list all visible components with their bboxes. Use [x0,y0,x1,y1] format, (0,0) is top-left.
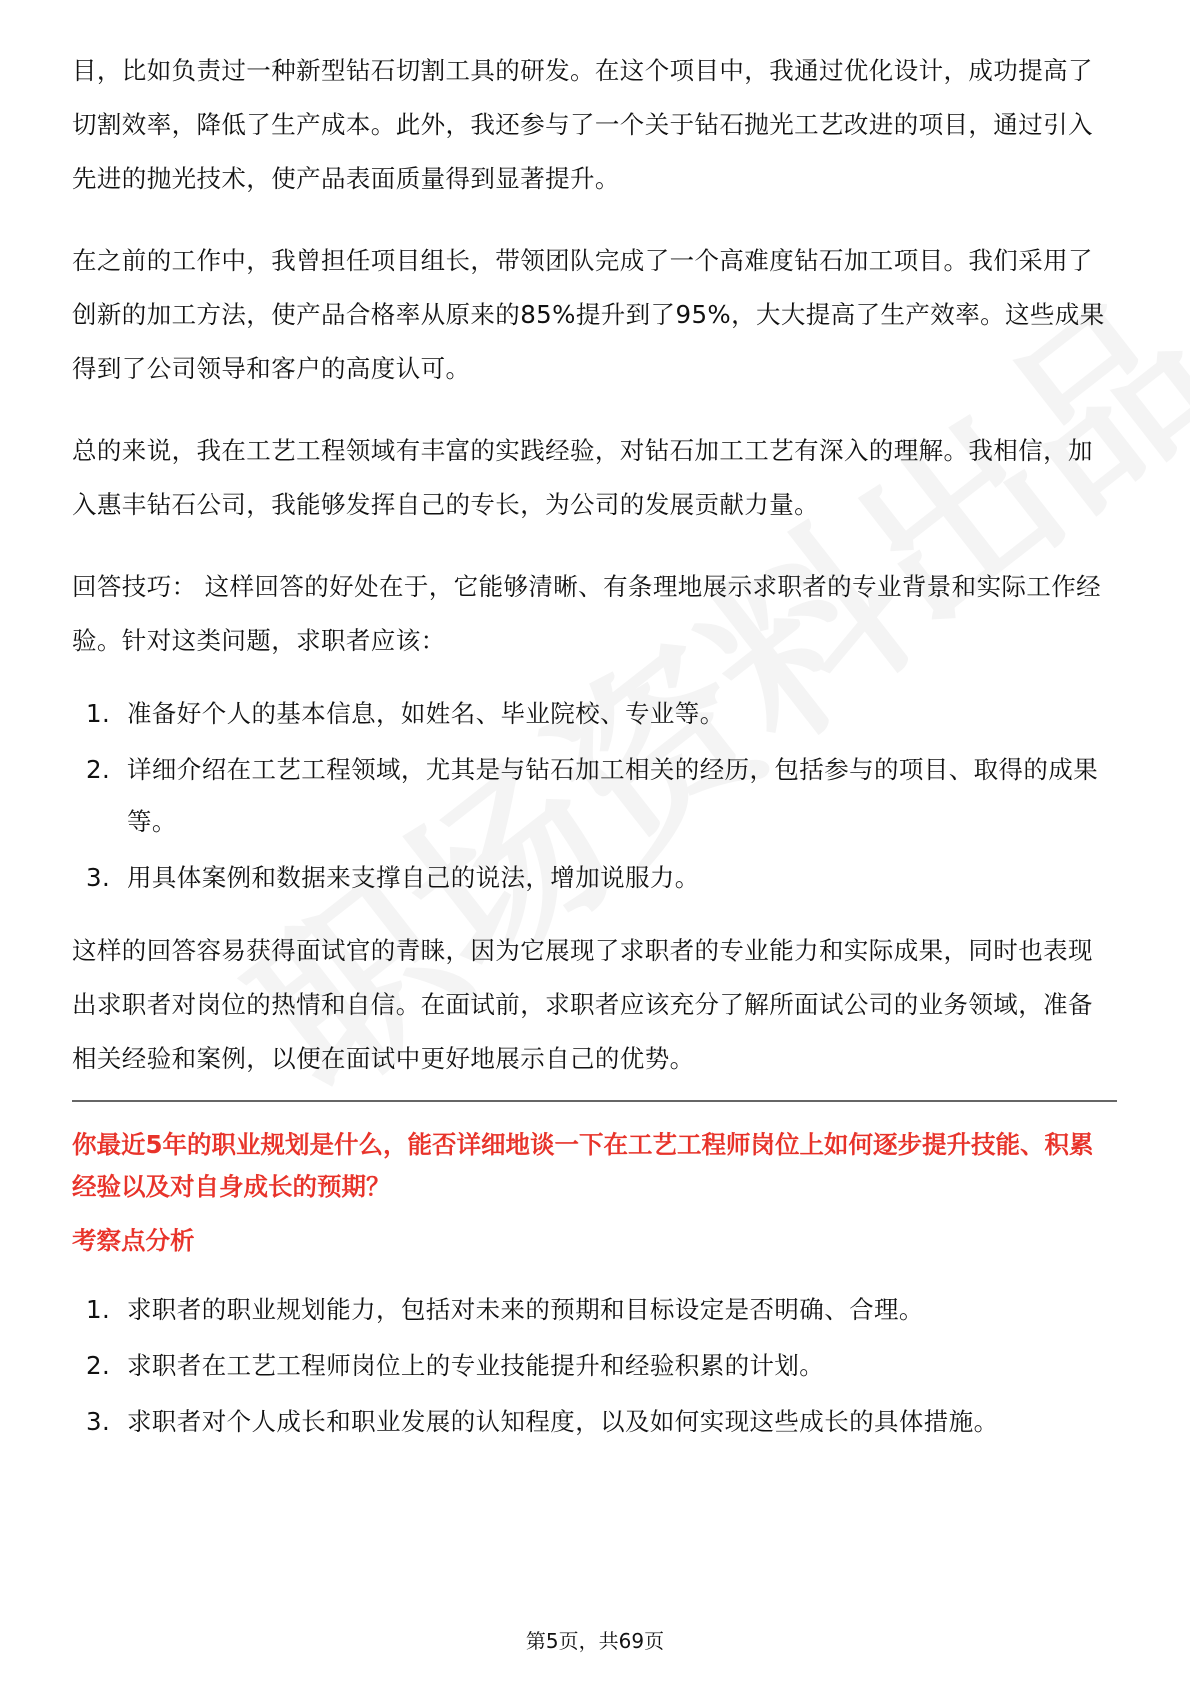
paragraph-team-lead: 在之前的工作中，我曾担任项目组长，带领团队完成了一个高难度钻石加工项目。我们采用了创新的加工方法，使产品合格率从原来的85%提升到了95%，大大提高了生产效率。这些成果得到了公司领导和客户的高度认可。 [72,246,1105,383]
tips-list [72,688,1117,904]
list-item: 1. 准备好个人的基本信息，如姓名、毕业院校、专业等。 [86,699,725,728]
question-title: 你最近5年的职业规划是什么，能否详细地谈一下在工艺工程师岗位上如何逐步提升技能、积累经验以及对自身成长的预期？ [72,1130,1094,1201]
list-item: 2. 详细介绍在工艺工程领域，尤其是与钻石加工相关的经历，包括参与的项目、取得的成果等。 [86,755,1099,836]
page-content [72,44,1117,1468]
paragraph-project-experience: 目，比如负责过一种新型钻石切割工具的研发。在这个项目中，我通过优化设计，成功提高了切割效率，降低了生产成本。此外，我还参与了一个关于钻石抛光工艺改进的项目，通过引入先进的抛光技术，使产品表面质量得到显著提升。 [72,56,1093,193]
list-item: 3. 用具体案例和数据来支撑自己的说法，增加说服力。 [86,863,700,892]
list-item: 2. 求职者在工艺工程师岗位上的专业技能提升和经验积累的计划。 [86,1351,825,1380]
section-divider [72,1100,1117,1102]
page-number: 第5页，共69页 [525,1629,665,1653]
analysis-heading: 考察点分析 [72,1226,195,1255]
analysis-points-list [72,1284,1117,1448]
paragraph-summary: 总的来说，我在工艺工程领域有丰富的实践经验，对钻石加工工艺有深入的理解。我相信，加入惠丰钻石公司，我能够发挥自己的专长，为公司的发展贡献力量。 [72,436,1093,519]
list-item: 3. 求职者对个人成长和职业发展的认知程度，以及如何实现这些成长的具体措施。 [86,1407,999,1436]
paragraph-answer-tips: 回答技巧： 这样回答的好处在于，它能够清晰、有条理地展示求职者的专业背景和实际工作经验。针对这类问题，求职者应该： [72,572,1102,655]
list-item: 1. 求职者的职业规划能力，包括对未来的预期和目标设定是否明确、合理。 [86,1295,924,1324]
paragraph-closing: 这样的回答容易获得面试官的青睐，因为它展现了求职者的专业能力和实际成果，同时也表现出求职者对岗位的热情和自信。在面试前，求职者应该充分了解所面试公司的业务领域，准备相关经验和案例，以便在面试中更好地展示自己的优势。 [72,936,1093,1073]
